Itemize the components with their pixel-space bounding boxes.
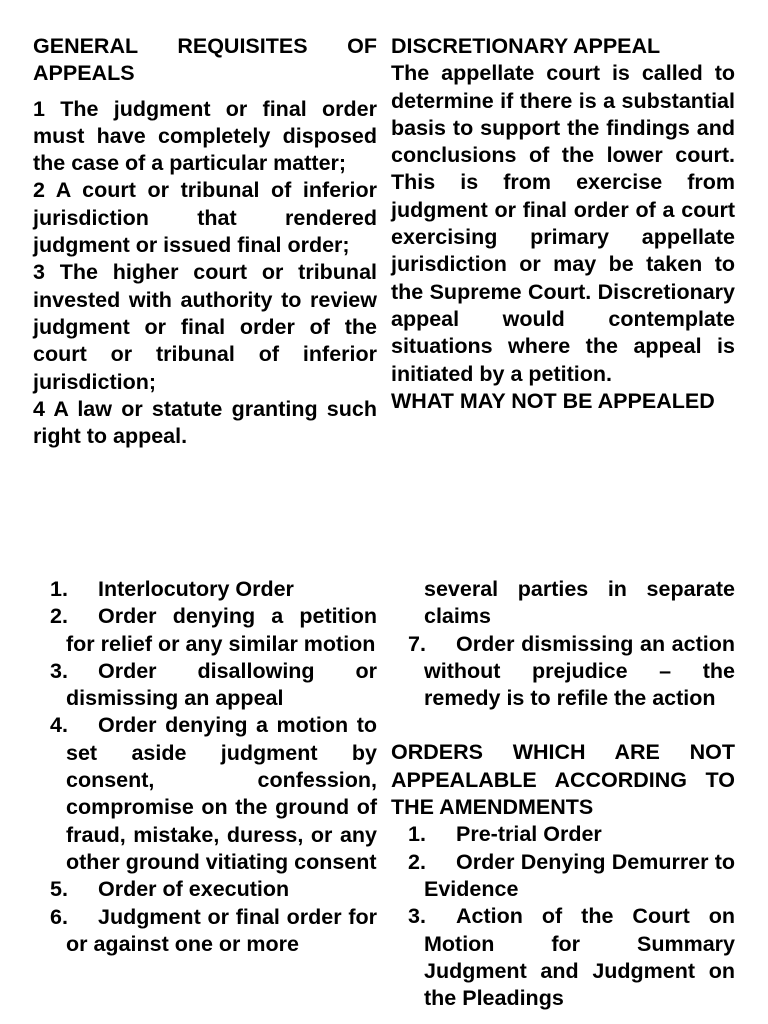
- list-item-number: 4.: [50, 713, 68, 738]
- list-item-text: Pre-trial Order: [456, 822, 602, 847]
- list-item-continuation: several parties in separate claims: [424, 577, 735, 629]
- section-heading-not-appealed: WHAT MAY NOT BE APPEALED: [391, 388, 715, 413]
- list-item-number: 1.: [50, 577, 68, 601]
- list-item-number: 1.: [408, 822, 426, 847]
- discretionary-appeal-section: [391, 33, 735, 415]
- requisite-item: 2 A court or tribunal of inferior jurisdiction that rendered judgment or issued final order;: [33, 178, 377, 258]
- list-item-text: Order of execution: [98, 877, 290, 902]
- list-item-number: 2.: [408, 849, 426, 874]
- not-appealable-list-left: [33, 576, 377, 958]
- list-item-text: Order dismissing an action without prejudice – the remedy is to refile the action: [424, 631, 735, 711]
- not-appealable-list: [33, 576, 377, 958]
- list-item-number: 3.: [50, 658, 68, 683]
- list-item: [391, 849, 735, 904]
- list-item-text: Interlocutory Order: [98, 577, 294, 601]
- list-item-text: Order Denying Demurrer to Evidence: [424, 849, 735, 901]
- list-item-text: Order denying a petition for relief or any similar motion: [66, 604, 377, 656]
- list-item-text: Action of the Court on Motion for Summary Judgment and Judgment on the Pleadings: [424, 904, 735, 1011]
- section-heading-general-requisites: GENERAL REQUISITES OF APPEALS: [33, 34, 377, 86]
- list-item: [33, 576, 377, 603]
- amendments-list: [391, 821, 735, 1012]
- list-item-number: 5.: [50, 877, 68, 902]
- list-item: [33, 658, 377, 713]
- section-heading-amendments: ORDERS WHICH ARE NOT APPEALABLE ACCORDING TO THE AMENDMENTS: [391, 740, 735, 820]
- list-item: [33, 876, 377, 903]
- requisite-item: 4 A law or statute granting such right to appeal.: [33, 396, 377, 449]
- list-item-text: Judgment or final order for or against one or more: [66, 904, 377, 956]
- list-item: [33, 712, 377, 876]
- list-item: [391, 631, 735, 713]
- list-item: [391, 821, 735, 848]
- list-item-number: 6.: [50, 904, 68, 929]
- list-item-number: 2.: [50, 604, 68, 629]
- list-item: [391, 903, 735, 1012]
- list-item: [33, 904, 377, 959]
- requisite-item: 1 The judgment or final order must have completely disposed the case of a particular matter;: [33, 96, 377, 176]
- list-item-text: Order disallowing or dismissing an appeal: [66, 658, 377, 711]
- list-item-number: 7.: [408, 631, 426, 656]
- section-heading-discretionary-appeal: DISCRETIONARY APPEAL: [391, 34, 661, 58]
- discretionary-appeal-body: The appellate court is called to determine if there is a substantial basis to support the findings and conclusions of the lower court. This is from exercise from judgment or final order of a court exercising primary appellate jurisdiction or may be taken to the Supreme Court. Discretionary appeal would contemplate situations where the appeal is initiated by a petition.: [391, 61, 735, 386]
- list-item-number: 3.: [408, 904, 426, 929]
- list-item: [33, 603, 377, 658]
- list-item-text: Order denying a motion to set aside judgment by consent, confession, compromise on the ground of fraud, mistake, duress, or any other ground vitiating consent: [66, 713, 377, 874]
- requisite-item: 3 The higher court or tribunal invested with authority to review judgment or final order of the court or tribunal of inferior jurisdiction;: [33, 260, 377, 394]
- general-requisites-section: [33, 33, 377, 450]
- not-appealable-list-right: [391, 576, 735, 1012]
